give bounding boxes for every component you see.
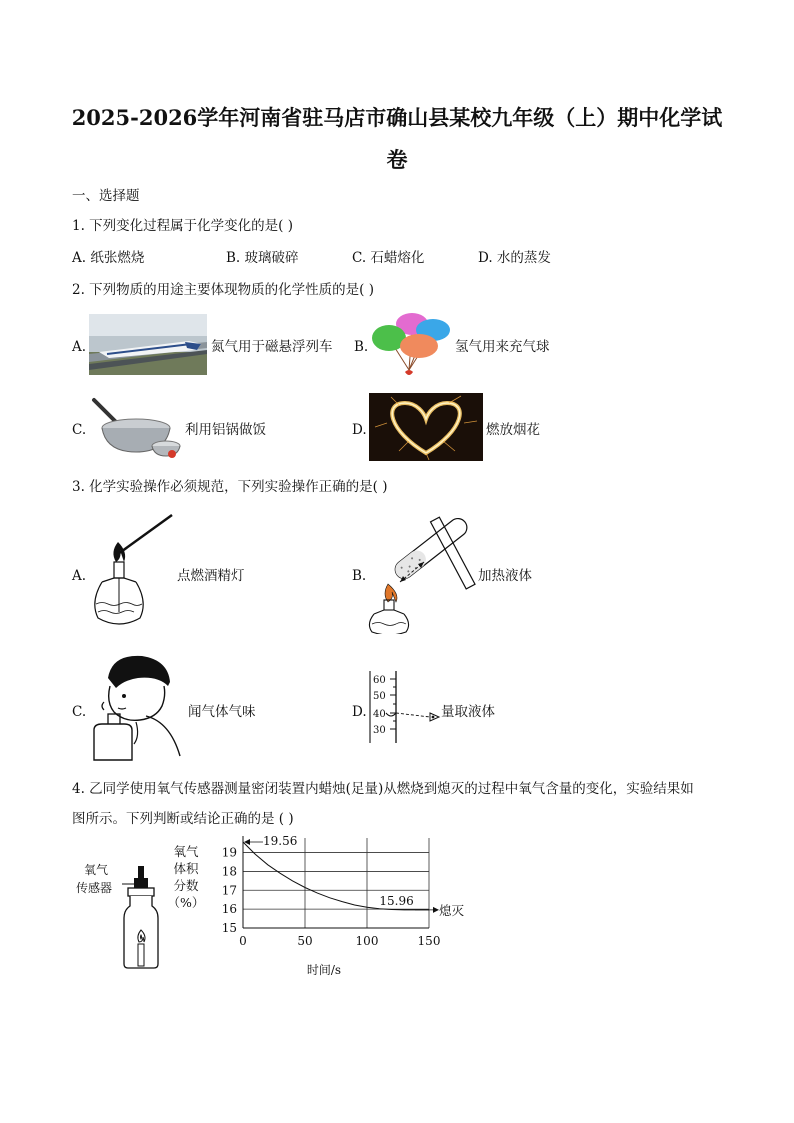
q1-option-a: A. 纸张燃烧 [72,250,145,266]
chart-ytick-19: 19 [221,845,237,860]
q1-option-b: B. 玻璃破碎 [226,250,299,266]
q1-stem: 1. 下列变化过程属于化学变化的是( ) [72,218,293,234]
fireworks-photo [369,393,483,461]
chart-ytick-15: 15 [221,921,237,935]
chart-ytick-16: 16 [221,902,237,917]
q3-stem: 3. 化学实验操作必须规范，下列实验操作正确的是( ) [72,479,388,495]
balloons-picture [372,312,452,378]
oxygen-content-chart [164,830,470,980]
exam-title-line1: 2025-2026学年河南省驻马店市确山县某校九年级（上）期中化学试 [71,105,723,130]
cylinder-tick-60: 60 [373,675,386,686]
chart-ytick-17: 17 [221,883,237,898]
chart-ylabel-line-3: （%） [167,895,205,910]
chart-start-label: 19.56 [263,834,298,848]
aluminum-pot-picture [90,396,182,460]
q3-option-d-text: 量取液体 [441,704,495,720]
chart-xlabel: 时间/s [306,963,342,977]
chart-xtick-0: 0 [239,934,247,948]
exam-title-line2: 卷 [386,147,408,172]
q2-option-a-letter: A. [72,339,87,355]
q2-option-d-text: 燃放烟花 [486,422,540,438]
smelling-gas-diagram [88,652,186,764]
q3-option-d-letter: D. [352,704,367,720]
chart-axes [243,836,429,928]
chart-ylabel-line-1: 体积 [173,861,199,876]
lighting-alcohol-lamp-diagram [88,512,178,632]
q4-stem-line1: 4. 乙同学使用氧气传感器测量密闭装置内蜡烛(足量)从燃烧到熄灭的过程中氧气含量的变化，实验结果如 [72,781,694,797]
q3-option-a-letter: A. [72,568,87,584]
q3-option-b-text: 加热液体 [478,568,532,584]
q3-option-c-text: 闻气体气味 [188,704,256,720]
chart-end-label: 15.96 [379,893,414,908]
sensor-label-line2: 传感器 [76,881,113,895]
q3-option-c-letter: C. [72,704,87,720]
q1-option-d: D. 水的蒸发 [478,250,551,266]
section-heading: 一、选择题 [72,188,140,204]
q2-stem: 2. 下列物质的用途主要体现物质的化学性质的是( ) [72,282,374,298]
chart-xtick-50: 50 [297,934,313,948]
cylinder-tick-30: 30 [373,725,386,736]
graduated-cylinder-diagram [366,669,442,745]
chart-ylabel-line-0: 氧气 [173,844,199,859]
q2-option-a-text: 氮气用于磁悬浮列车 [211,339,333,355]
maglev-train-photo [89,314,207,375]
oxygen-sensor-apparatus [72,846,164,972]
q3-option-b-letter: B. [352,568,367,584]
q3-option-a-text: 点燃酒精灯 [177,568,245,584]
cylinder-tick-40: 40 [373,709,386,720]
sensor-label-line1: 氧气 [84,863,109,877]
heating-liquid-diagram [366,510,478,634]
chart-xtick-100: 100 [355,934,379,948]
cylinder-tick-50: 50 [373,691,386,702]
q1-option-c: C. 石蜡熔化 [352,250,425,266]
q4-stem-line2: 图所示。下列判断或结论正确的是 ( ) [72,811,294,827]
chart-ytick-18: 18 [221,864,237,879]
q2-option-c-letter: C. [72,422,87,438]
chart-grid [243,838,429,928]
chart-xtick-150: 150 [417,934,441,948]
chart-end-note: 熄灭 [439,902,465,918]
chart-ylabel [168,844,205,910]
q2-option-c-text: 利用铝锅做饭 [185,422,266,438]
q2-option-b-letter: B. [354,339,369,355]
q2-option-d-letter: D. [352,422,367,438]
chart-ylabel-line-2: 分数 [173,878,199,893]
q2-option-b-text: 氢气用来充气球 [455,339,550,355]
